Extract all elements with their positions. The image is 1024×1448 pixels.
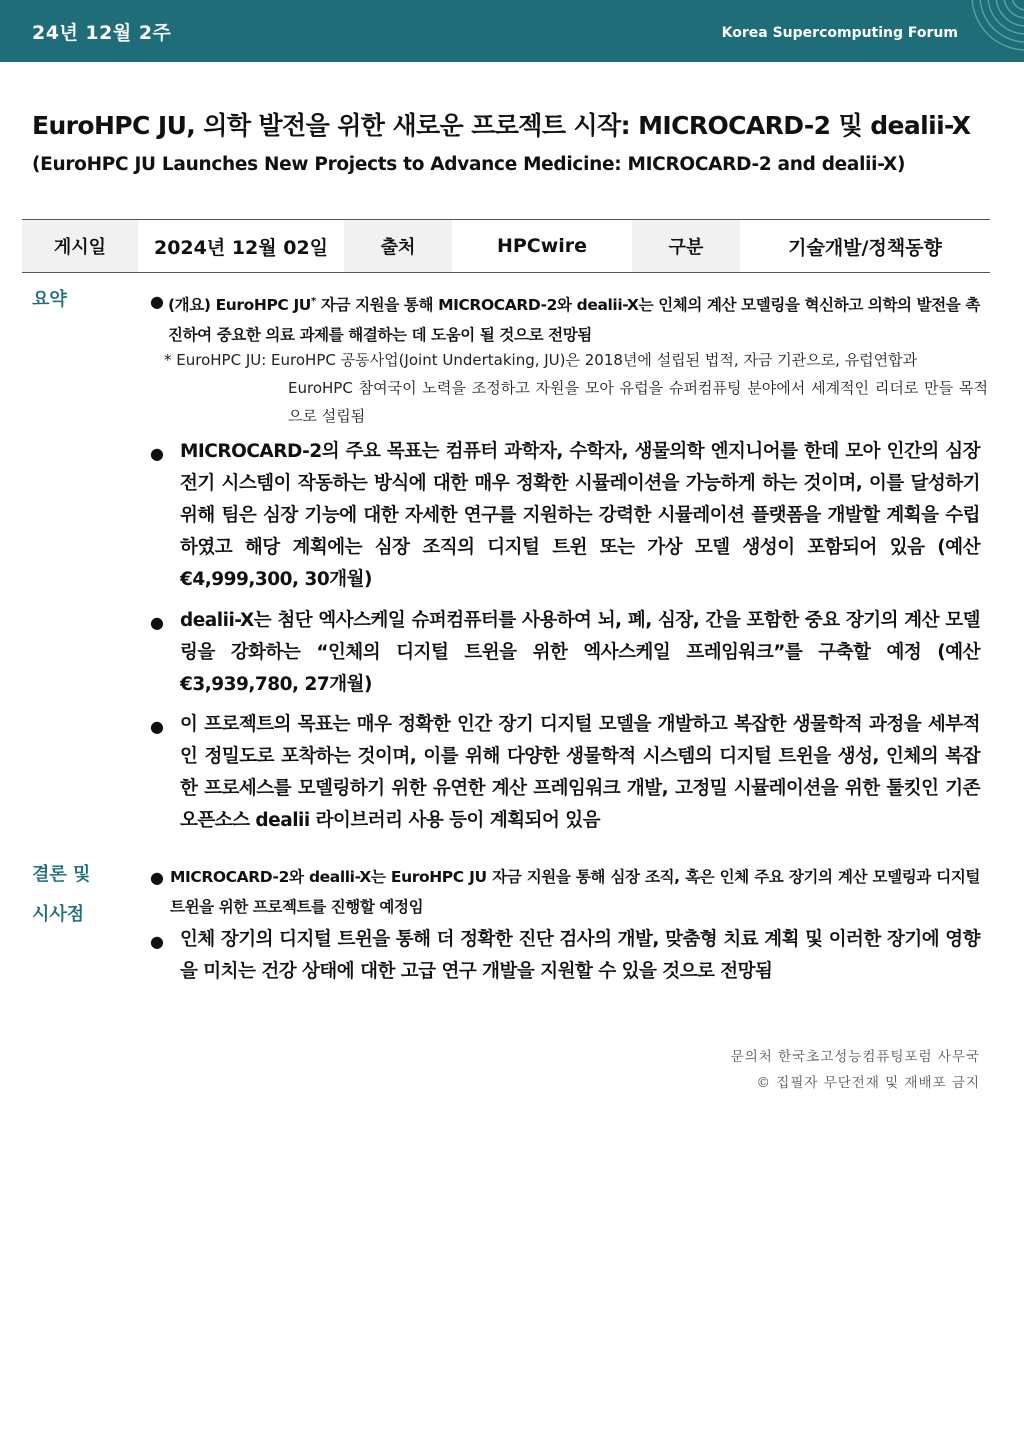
summary-label: 요약	[32, 289, 67, 310]
footer-contact: 문의처 한국초고성능컴퓨팅포럼 사무국	[730, 1049, 980, 1065]
bullet-icon: ●	[150, 932, 164, 951]
conclusion-bullet-2: 인체 장기의 디지털 트윈을 통해 더 정확한 진단 검사의 개발, 맞춤형 치료 계획 및 이러한 장기에 영향을 미치는 건강 상태에 대한 고급 연구 개발을 지원할 수 있을 것으로 전망됨	[180, 929, 980, 982]
header-bar	[0, 0, 1024, 62]
category-label: 구분	[632, 220, 740, 273]
footnote-line-1: * EuroHPC JU: EuroHPC 공동사업(Joint Undertaking, JU)은 2018년에 설립된 법적, 자금 기관으로, 유럽연합과	[164, 351, 918, 369]
bullet-icon: ●	[150, 868, 164, 887]
summary-bullet-3: dealii-X는 첨단 엑사스케일 슈퍼컴퓨터를 사용하여 뇌, 폐, 심장, 간을 포함한 중요 장기의 계산 모델링을 강화하는 “인체의 디지털 트윈을 위한 엑사스케일 프레임워크”를 구축할 예정 (예산 €3,939,780, 27개월)	[180, 610, 980, 695]
bullet-icon: ●	[150, 444, 164, 463]
summary-bullet-4: 이 프로젝트의 목표는 매우 정확한 인간 장기 디지털 모델을 개발하고 복잡한 생물학적 과정을 세부적인 정밀도로 포착하는 것이며, 이를 위해 다양한 생물학적 시스템의 디지털 트윈을 생성, 인체의 복잡한 프로세스를 모델링하기 위한 유연한 계산 프레임워크 개발, 고정밀 시뮬레이션을 위한 툴킷인 기존 오픈소스 dealii 라이브러리 사용 등이 계획되어 있음	[180, 714, 980, 831]
conclusion-label-line-2: 시사점	[32, 904, 85, 925]
footer-copyright: © 집필자 무단전재 및 재배포 금지	[756, 1075, 980, 1091]
page-subtitle: (EuroHPC JU Launches New Projects to Advance Medicine: MICROCARD-2 and dealii-X)	[32, 154, 906, 175]
header-ornament-icon	[964, 0, 1024, 62]
source-value: HPCwire	[452, 220, 632, 273]
category-value: 기술개발/정책동향	[740, 220, 990, 273]
title-block	[32, 106, 992, 175]
meta-table	[22, 219, 990, 273]
date-value: 2024년 12월 02일	[138, 220, 344, 273]
conclusion-bullet-1: MICROCARD-2와 dealli-X는 EuroHPC JU 자금 지원을 통해 심장 조직, 혹은 인체 주요 장기의 계산 모델링과 디지털 트윈을 위한 프로젝트를 진행할 예정임	[170, 868, 980, 916]
forum-name: Korea Supercomputing Forum	[721, 25, 958, 41]
issue-week: 24년 12월 2주	[32, 22, 172, 44]
summary-bullet-1: (개요) EuroHPC JU* 자금 지원을 통해 MICROCARD-2와 dealii-X는 인체의 계산 모델링을 혁신하고 의학의 발전을 촉진하여 중요한 의료 과제를 해결하는 데 도움이 될 것으로 전망됨	[168, 296, 980, 345]
bullet-icon: ●	[150, 613, 164, 632]
conclusion-label-line-1: 결론 및	[32, 864, 91, 885]
page-title: EuroHPC JU, 의학 발전을 위한 새로운 프로젝트 시작: MICROCARD-2 및 dealii-X	[32, 111, 971, 140]
bullet-icon: ●	[150, 717, 164, 736]
source-label: 출처	[344, 220, 452, 273]
date-label: 게시일	[22, 220, 138, 273]
footnote-line-2: EuroHPC 참여국이 노력을 조정하고 자원을 모아 유럽을 슈퍼컴퓨팅 분야에서 세계적인 리더로 만들 목적으로 설립됨	[288, 379, 988, 425]
summary-bullet-2: MICROCARD-2의 주요 목표는 컴퓨터 과학자, 수학자, 생물의학 엔지니어를 한데 모아 인간의 심장 전기 시스템이 작동하는 방식에 대한 매우 정확한 시뮬레이션을 가능하게 하는 것이며, 이를 달성하기 위해 팀은 심장 기능에 대한 자세한 연구를 지원하는 강력한 시뮬레이션 플랫폼을 개발할 계획을 수립하였고 해당 계획에는 심장 조직의 디지털 트윈 또는 가상 모델 생성이 포함되어 있음 (예산 €4,999,300, 30개월)	[180, 441, 980, 590]
bullet-icon: ●	[150, 292, 164, 311]
